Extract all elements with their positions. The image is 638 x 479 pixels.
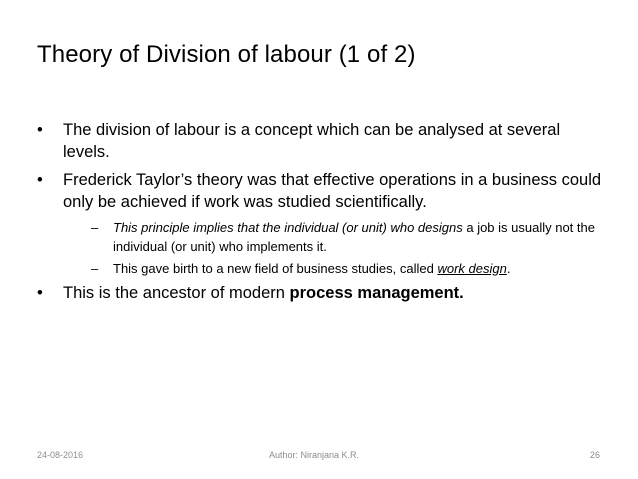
slide-title: Theory of Division of labour (1 of 2) xyxy=(37,41,416,68)
bullet-text: Frederick Taylor’s theory was that effective operations in a business could only be achieved if work was studied scientifically. xyxy=(63,171,602,211)
bullet-item xyxy=(37,170,607,213)
bullet-glyph: • xyxy=(37,171,43,189)
bullet-text: This is the ancestor of modern xyxy=(63,284,290,302)
sub-bullet-item xyxy=(91,218,607,256)
bullet-glyph: • xyxy=(37,284,43,302)
dash-glyph: – xyxy=(91,220,99,235)
footer-author: Author: Niranjana K.R. xyxy=(269,450,360,460)
sub-bullet-text: a job is usually not the individual (or unit) who implements it. xyxy=(113,220,595,254)
footer-page-number: 26 xyxy=(590,450,601,460)
footer-date: 24-08-2016 xyxy=(37,450,84,460)
dash-glyph: – xyxy=(91,261,99,276)
bullet-item xyxy=(37,120,607,163)
bullet-glyph: • xyxy=(37,121,43,139)
sub-bullet-suffix: . xyxy=(506,261,511,276)
bullet-text: The division of labour is a concept which can be analysed at several levels. xyxy=(63,121,561,161)
sub-bullet-italic-text: This principle implies that the individual (or unit) who designs xyxy=(113,220,463,235)
sub-bullet-item xyxy=(91,259,607,278)
sub-bullet-text: This gave birth to a new field of business studies, called xyxy=(113,261,438,276)
work-design-emphasis: work design xyxy=(437,261,507,276)
bullet-item xyxy=(37,283,607,305)
sub-bullet-list xyxy=(37,218,607,278)
slide-body xyxy=(37,120,607,305)
process-management-bold: process management. xyxy=(289,284,464,302)
